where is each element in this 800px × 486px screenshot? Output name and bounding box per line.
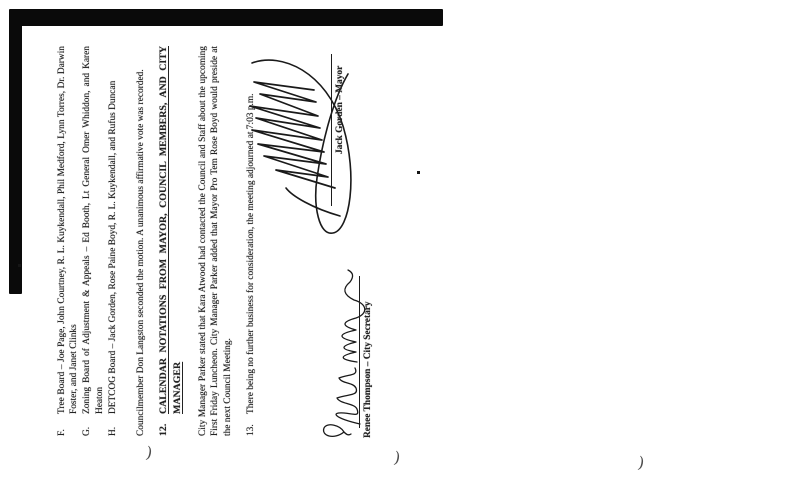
list-item-text: Tree Board – Joe Page, John Courtney, R. L. Kuykendall, Phil Medford, Lynn Torres, Dr. Darwin Foster, and Janet Clinks [57,46,80,414]
secretary-signature-line [359,276,360,428]
hole-punch-mark: ) [636,452,646,473]
mayor-signature-block [248,50,358,246]
hole-punch-mark: ) [144,442,154,463]
list-item-text: Zoning Board of Adjustment & Appeals – Ed Booth, Lt General Omer Whiddon, and Karen Heaton [82,46,105,414]
list-item-zoning-board [81,46,105,436]
mayor-signature-line [331,54,332,206]
list-item-tree-board [56,46,80,436]
document-rotated-content [50,44,395,446]
heading-text: CALENDAR NOTATIONS FROM MAYOR, COUNCIL MEMBERS, AND CITY MANAGER [158,46,184,414]
scan-speck [417,171,420,174]
list-item-text: DETCOG Board – Jack Gorden, Rose Paine Boyd, R. L. Kuykendall, and Rufus Duncan [107,80,118,414]
list-item-label: G. [82,426,93,436]
motion-paragraph: Councilmember Don Langston seconded the motion. A unanimous affirmative vote was recorded. [136,69,147,436]
list-item-label: H. [107,426,118,436]
heading-number: 12. [158,423,170,436]
scan-speck [18,264,21,267]
mayor-signature-name: Jack Gorden – Mayor [335,65,345,154]
scan-edge-left-bar [9,9,22,294]
scan-edge-top-bar [10,9,443,26]
list-item-label: F. [57,429,67,436]
list-item-detcog-board [107,46,119,436]
secretary-signature-block [318,264,378,444]
calendar-paragraph: City Manager Parker stated that Kara Atwood had contacted the Council and Staff about the upcoming First Friday Luncheon. City Manager Parker added that Mayor Pro Tem Rose Boyd would preside at the next Council Meeting. [198,46,233,436]
item-13-number: 13. [245,424,256,436]
secretary-signature-name: Renee Thompson – City Secretary [363,301,373,438]
heading-item-12 [157,46,185,436]
hole-punch-mark: ) [392,447,402,468]
item-13-text: There being no further business for consideration, the meeting adjourned at 7:03 p.m. [245,93,256,414]
